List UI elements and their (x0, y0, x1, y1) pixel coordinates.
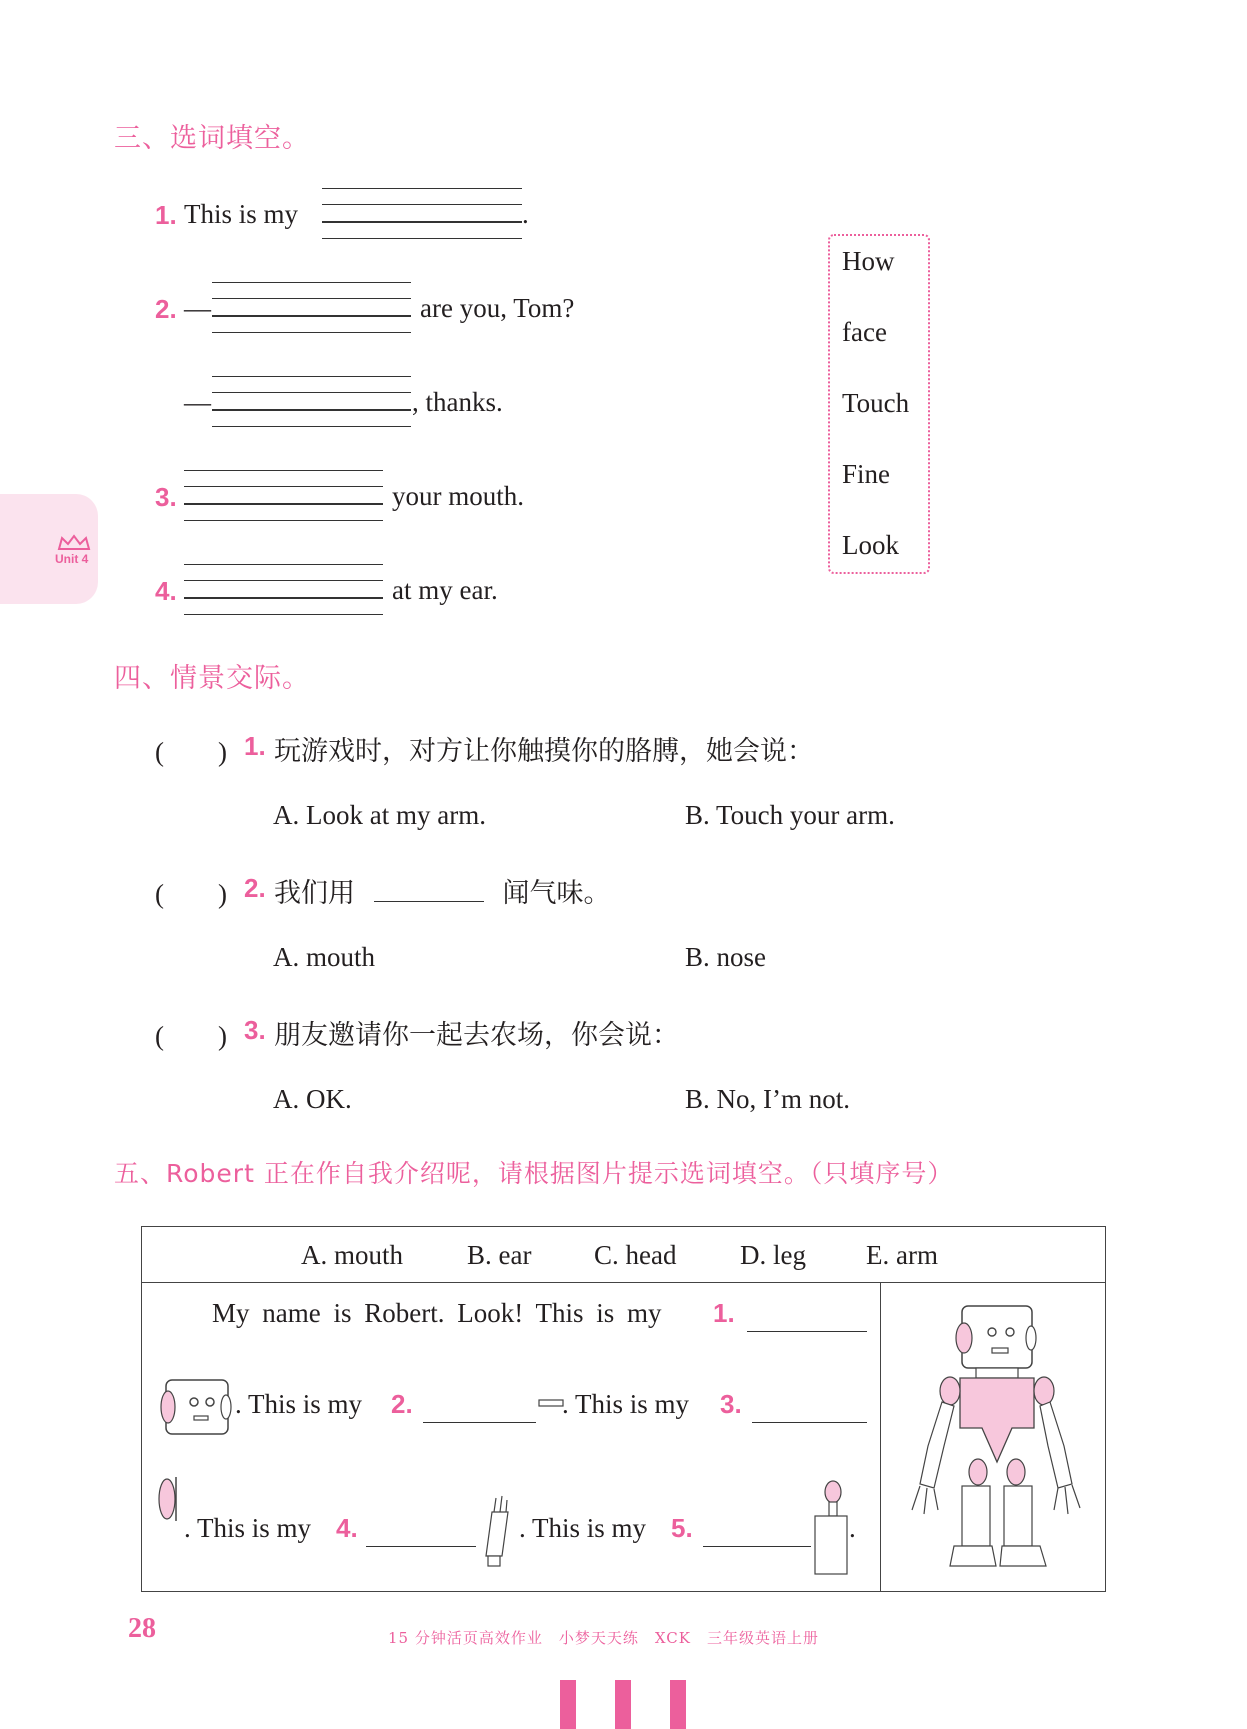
robot-illustration (900, 1296, 1090, 1578)
option: B. ear (467, 1240, 532, 1270)
q3-text: your mouth. (392, 481, 524, 511)
q4-blank[interactable] (184, 564, 383, 616)
s4-q2-question-after: 闻气味。 (502, 878, 611, 908)
s4-q2-option-a[interactable]: A. mouth (273, 942, 376, 972)
s5-blank-3[interactable] (752, 1396, 867, 1423)
word-option: How (842, 246, 895, 276)
q2-reply-text: , thanks. (412, 387, 503, 417)
option: D. leg (740, 1240, 806, 1270)
robot-leg-icon (809, 1478, 851, 1578)
section5-title: 五、Robert 正在作自我介绍呢，请根据图片提示选词填空。（只填序号） (114, 1159, 954, 1188)
s4-q3-option-b[interactable]: B. No, I’m not. (685, 1084, 850, 1114)
footer-text: 15 分钟活页高效作业 小梦天天练 XCK 三年级英语上册 (388, 1629, 819, 1647)
page-marker-bar (560, 1680, 576, 1729)
s5-blank-5[interactable] (703, 1520, 811, 1547)
section3-title: 三、选词填空。 (114, 123, 310, 154)
word-option: face (842, 317, 887, 347)
answer-paren[interactable]: ( ) (155, 879, 227, 909)
section4-title: 四、情景交际。 (114, 663, 310, 694)
s4-q2-blank[interactable] (374, 901, 484, 902)
s4-q1-option-a[interactable]: A. Look at my arm. (273, 800, 486, 830)
s4-q1-number: 1. (244, 731, 266, 761)
q4-number: 4. (155, 576, 177, 606)
s4-q2-option-b[interactable]: B. nose (685, 942, 766, 972)
q1-blank[interactable] (322, 188, 522, 240)
s5-line2-text-a: . This is my (235, 1389, 363, 1419)
option: A. mouth (301, 1240, 404, 1270)
s5-line3-text-b: . This is my (519, 1513, 647, 1543)
s5-blank-2[interactable] (423, 1396, 536, 1423)
word-option: Touch (842, 388, 910, 418)
crown-icon (56, 534, 92, 552)
robot-mouth-icon (538, 1396, 564, 1410)
s4-q3-question: 朋友邀请你一起去农场，你会说： (274, 1020, 679, 1050)
q2-blank[interactable] (212, 282, 411, 334)
option: E. arm (866, 1240, 938, 1270)
q2-text: are you, Tom? (420, 293, 575, 323)
s4-q2-number: 2. (244, 873, 266, 903)
s5-blank3-number: 3. (720, 1389, 742, 1419)
q1-end: . (522, 199, 529, 229)
s5-line2-text-b: . This is my (562, 1389, 690, 1419)
q4-text: at my ear. (392, 575, 498, 605)
s4-q1-question: 玩游戏时，对方让你触摸你的胳膊，她会说： (274, 736, 814, 766)
q2-number: 2. (155, 294, 177, 324)
q1-number: 1. (155, 200, 177, 230)
q3-number: 3. (155, 482, 177, 512)
word-bank-box (828, 234, 930, 574)
word-option: Fine (842, 459, 891, 489)
s5-blank-1[interactable] (747, 1305, 867, 1332)
s5-line3-end: . (849, 1513, 856, 1543)
page-marker-bar (615, 1680, 631, 1729)
s4-q3-number: 3. (244, 1015, 266, 1045)
answer-paren[interactable]: ( ) (155, 1021, 227, 1051)
s5-blank4-number: 4. (336, 1513, 358, 1543)
page-marker-bar (670, 1680, 686, 1729)
word-option: Look (842, 530, 899, 560)
q2-dash: — (184, 293, 211, 323)
q2-reply-dash: — (184, 387, 211, 417)
unit-label: Unit 4 (55, 552, 89, 566)
q1-text: This is my (184, 199, 299, 229)
option: C. head (594, 1240, 677, 1270)
s4-q2-question (274, 871, 611, 910)
s4-q1-option-b[interactable]: B. Touch your arm. (685, 800, 895, 830)
robot-arm-icon (480, 1494, 516, 1570)
s5-blank2-number: 2. (391, 1389, 413, 1419)
q2-reply-blank[interactable] (212, 376, 411, 428)
page-number: 28 (128, 1613, 156, 1644)
answer-paren[interactable]: ( ) (155, 737, 227, 767)
robot-ear-icon (156, 1474, 182, 1524)
s5-blank-4[interactable] (366, 1520, 476, 1547)
s4-q2-question-before: 我们用 (274, 878, 355, 908)
s4-q3-option-a[interactable]: A. OK. (273, 1084, 352, 1114)
s5-line1-text: My name is Robert. Look! This is my (212, 1298, 662, 1328)
robot-head-icon (158, 1376, 236, 1438)
s5-blank5-number: 5. (671, 1513, 693, 1543)
s5-blank1-number: 1. (713, 1298, 735, 1328)
s5-line3-text-a: . This is my (184, 1513, 312, 1543)
q3-blank[interactable] (184, 470, 383, 522)
